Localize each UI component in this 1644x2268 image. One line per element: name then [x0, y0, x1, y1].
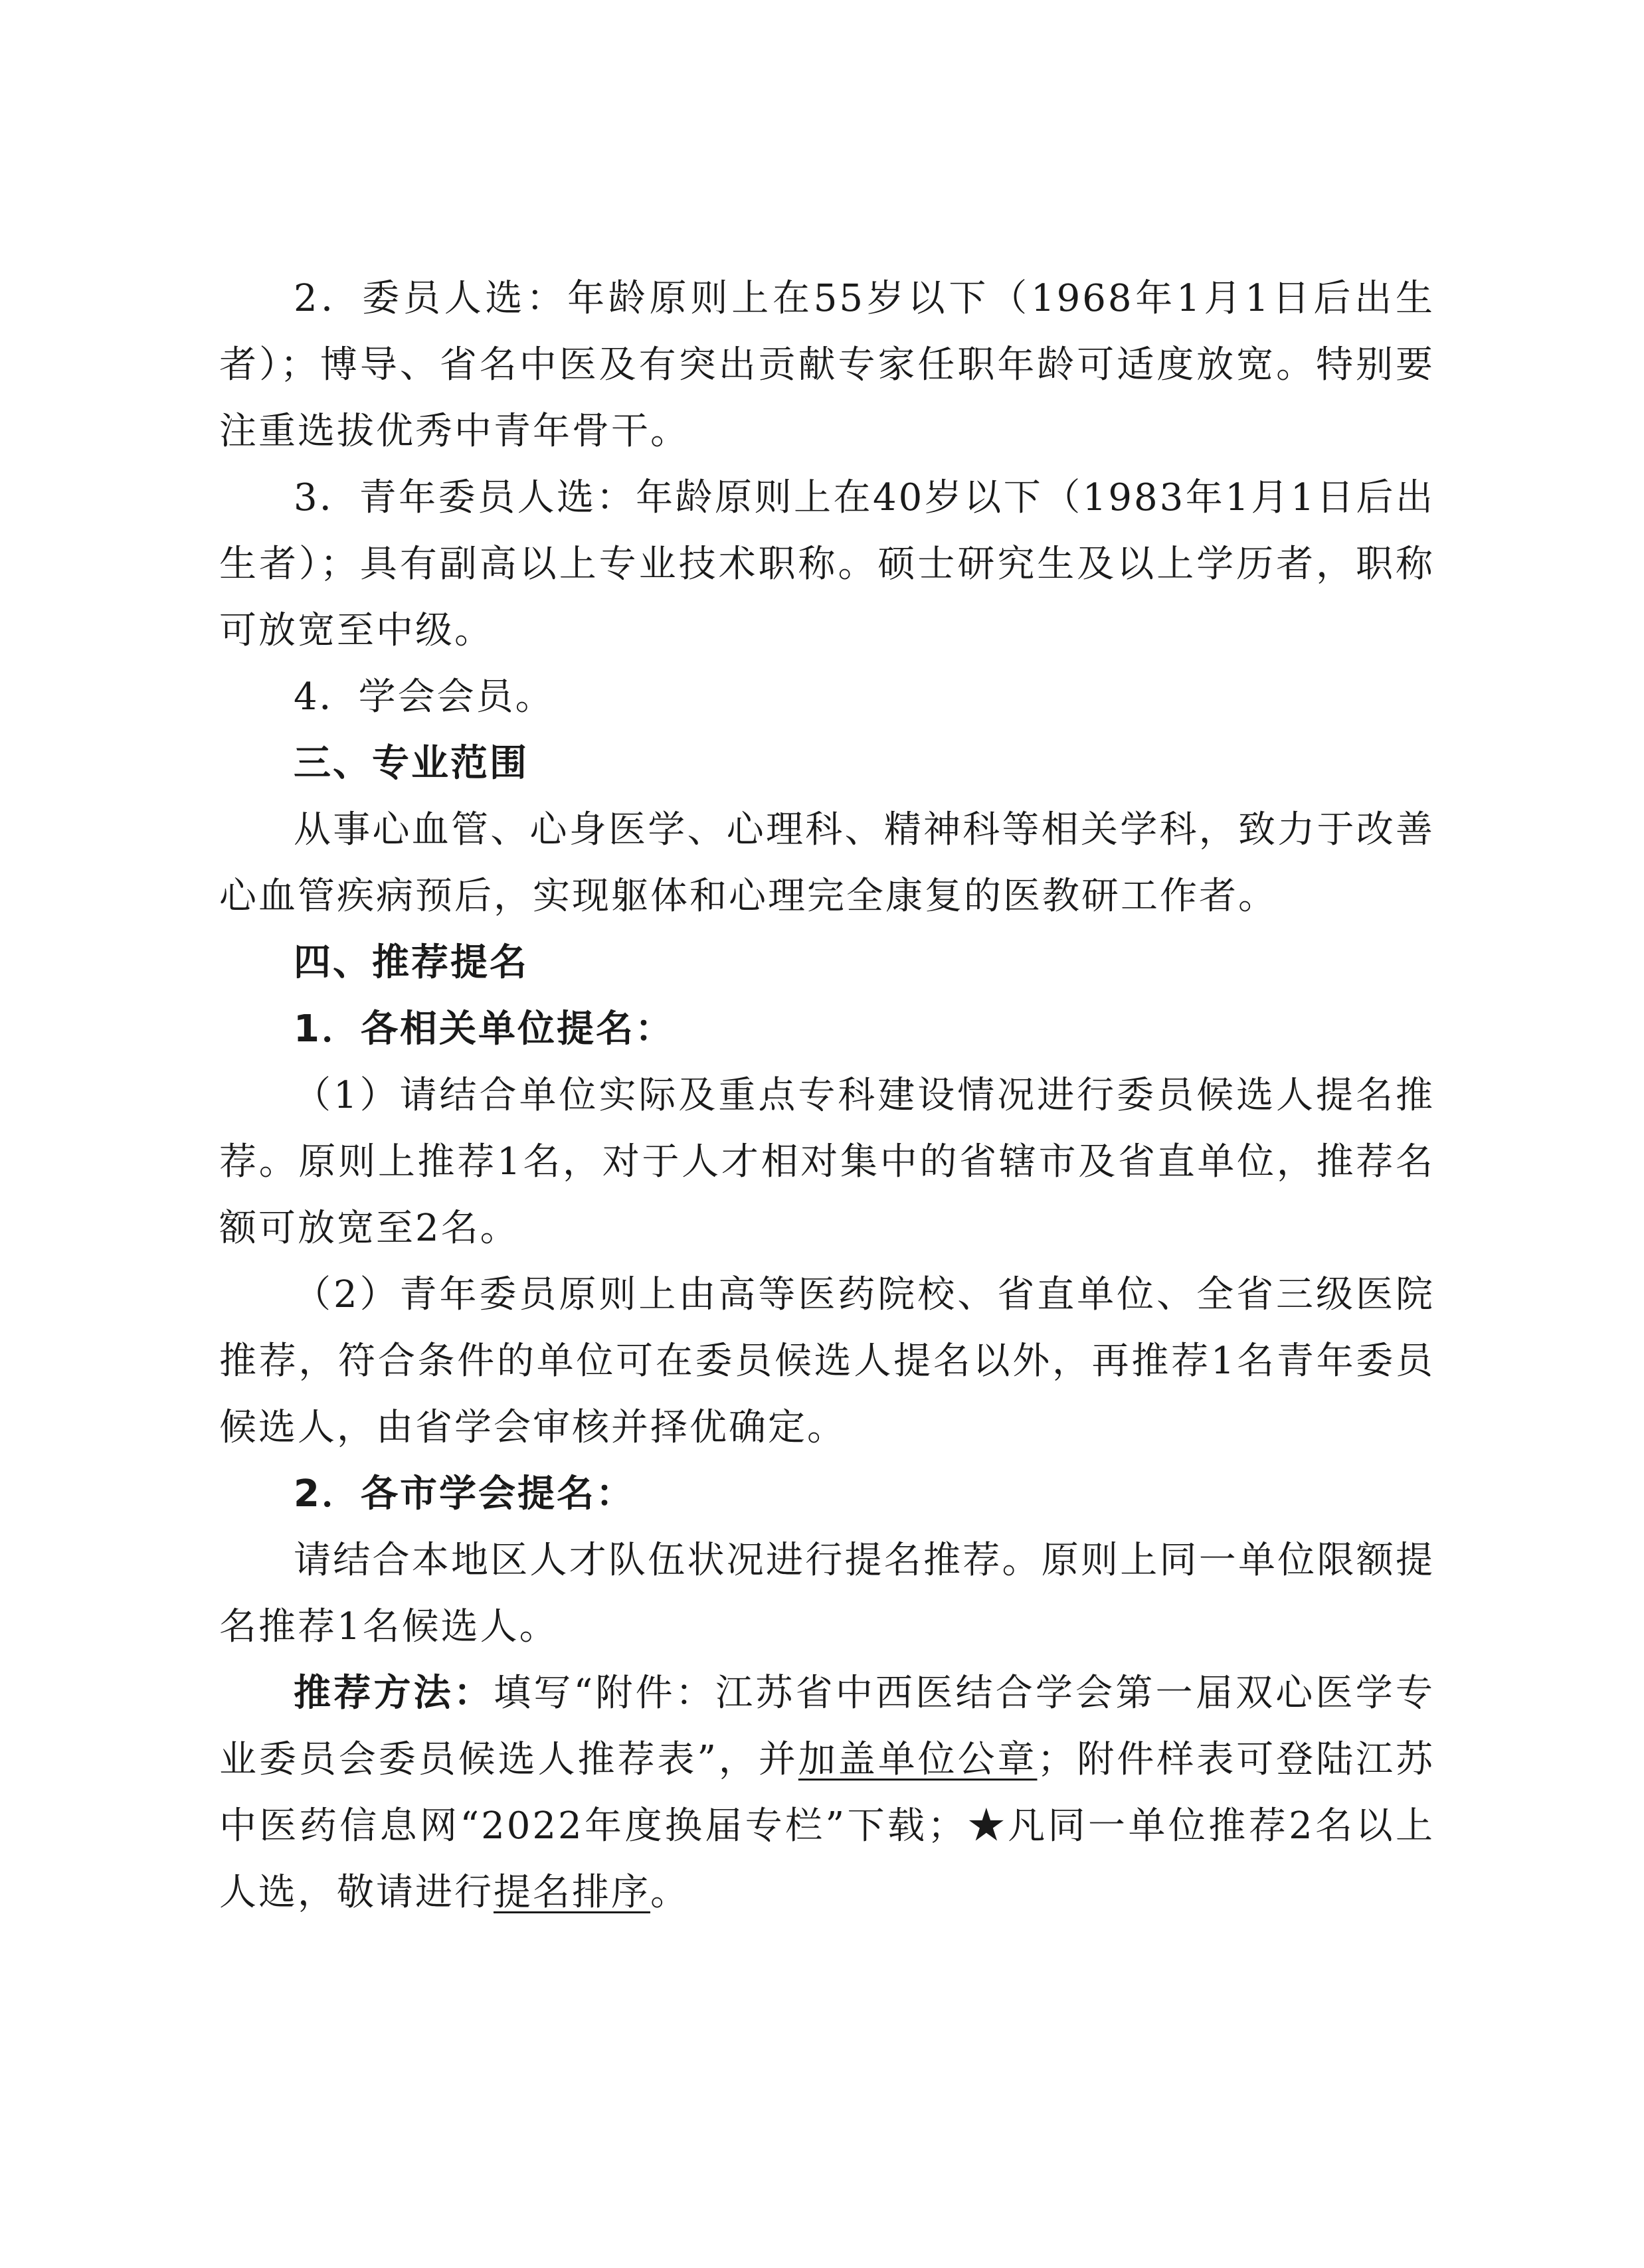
recommendation-method [219, 1660, 1435, 1926]
method-text-3: 。 [650, 1871, 689, 1914]
method-text-2: ；附件样表可登陆江苏中医药信息网“2022年度换届专栏”下载；★凡同一单位推荐2名以上人选，敬请进行 [219, 1738, 1435, 1914]
item-4-membership: 4．学会会员。 [294, 675, 555, 719]
subsection-1-paragraph-1: （1）请结合单位实际及重点专科建设情况进行委员候选人提名推荐。原则上推荐1名，对于人才相对集中的省辖市及省直单位，推荐名额可放宽至2名。 [219, 1074, 1435, 1250]
item-3-youth-candidate-requirements: 3．青年委员人选：年龄原则上在40岁以下（1983年1月1日后出生者）；具有副高以上专业技术职称。硕士研究生及以上学历者，职称可放宽至中级。 [219, 476, 1435, 652]
method-text-1: 填写“附件：江苏省中西医结合学会第一届双心医学专业委员会委员候选人推荐表”，并 [219, 1672, 1435, 1781]
method-underline-seal: 加盖单位公章 [798, 1738, 1038, 1781]
subsection-1-heading: 1．各相关单位提名： [294, 1007, 674, 1051]
document-body [219, 266, 1435, 1926]
method-underline-ranking: 提名排序 [494, 1871, 650, 1914]
section-3-heading: 三、专业范围 [294, 742, 529, 785]
item-2-candidate-requirements: 2．委员人选：年龄原则上在55岁以下（1968年1月1日后出生者）；博导、省名中医及有突出贡献专家任职年龄可适度放宽。特别要注重选拔优秀中青年骨干。 [219, 277, 1435, 453]
subsection-2-heading: 2．各市学会提名： [294, 1472, 635, 1516]
section-4-heading: 四、推荐提名 [294, 941, 529, 984]
section-3-body: 从事心血管、心身医学、心理科、精神科等相关学科，致力于改善心血管疾病预后，实现躯体和心理完全康复的医教研工作者。 [219, 808, 1435, 918]
method-label: 推荐方法： [294, 1672, 494, 1715]
subsection-1-paragraph-2: （2）青年委员原则上由高等医药院校、省直单位、全省三级医院推荐，符合条件的单位可在委员候选人提名以外，再推荐1名青年委员候选人，由省学会审核并择优确定。 [219, 1273, 1435, 1449]
subsection-2-paragraph-1: 请结合本地区人才队伍状况进行提名推荐。原则上同一单位限额提名推荐1名候选人。 [219, 1539, 1435, 1648]
